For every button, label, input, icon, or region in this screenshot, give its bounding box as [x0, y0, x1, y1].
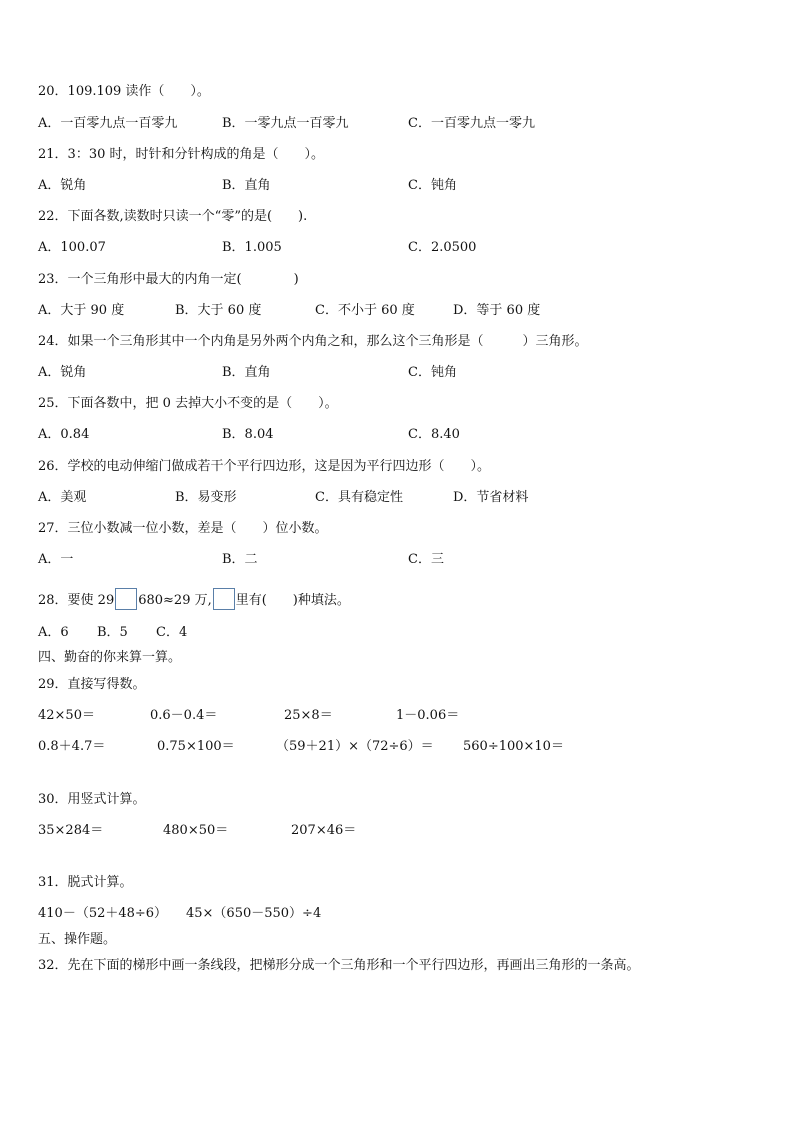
q29-item: 25×8＝: [284, 708, 333, 723]
q29-item: （59＋21）×（72÷6）＝: [276, 739, 434, 754]
question-24-stem: 24．如果一个三角形其中一个内角是另外两个内角之和，那么这个三角形是（ ）三角形。: [38, 334, 588, 349]
question-22-stem: 22．下面各数,读数时只读一个“零”的是( ).: [38, 209, 308, 224]
question-21-stem: 21．3：30 时，时针和分针构成的角是（ ）。: [38, 147, 324, 162]
q29-item: 0.8＋4.7＝: [38, 739, 106, 754]
q27-option-a: A．一: [38, 552, 74, 567]
q28-blank-box-1: [115, 588, 137, 610]
q31-item: 45×（650－550）÷4: [186, 906, 322, 921]
q24-option-c: C．钝角: [408, 365, 457, 380]
question-31-stem: 31．脱式计算。: [38, 875, 133, 890]
question-30-stem: 30．用竖式计算。: [38, 792, 146, 807]
q26-option-d: D．节省材料: [453, 490, 529, 505]
q27-option-c: C．三: [408, 552, 444, 567]
q27-option-b: B．二: [222, 552, 258, 567]
q29-item: 560÷100×10＝: [463, 739, 564, 754]
q31-item: 410－（52＋48÷6）: [38, 906, 168, 921]
q20-option-b: B．一零九点一百零九: [222, 116, 349, 131]
q21-option-c: C．钝角: [408, 178, 457, 193]
q23-option-b: B．大于 60 度: [175, 303, 262, 318]
q25-option-a: A．0.84: [38, 427, 90, 442]
question-26-stem: 26．学校的电动伸缩门做成若干个平行四边形，这是因为平行四边形（ ）。: [38, 459, 491, 474]
section-5-heading: 五、操作题。: [38, 932, 117, 947]
q30-item: 35×284＝: [38, 823, 104, 838]
q25-option-b: B．8.04: [222, 427, 274, 442]
q21-option-a: A．锐角: [38, 178, 87, 193]
q25-option-c: C．8.40: [408, 427, 460, 442]
q22-option-a: A．100.07: [38, 240, 106, 255]
q24-option-b: B．直角: [222, 365, 271, 380]
q24-option-a: A．锐角: [38, 365, 87, 380]
question-25-stem: 25．下面各数中，把 0 去掉大小不变的是（ ）。: [38, 396, 338, 411]
q22-option-c: C．2.0500: [408, 240, 477, 255]
q23-option-d: D．等于 60 度: [453, 303, 541, 318]
q29-item: 0.75×100＝: [157, 739, 235, 754]
question-27-stem: 27．三位小数减一位小数，差是（ ）位小数。: [38, 521, 328, 536]
q21-option-b: B．直角: [222, 178, 271, 193]
q30-item: 480×50＝: [163, 823, 229, 838]
q28-blank-box-2: [213, 588, 235, 610]
q28-option-c: C．4: [156, 625, 188, 640]
q28-option-a: A．6: [38, 625, 69, 640]
q26-option-a: A．美观: [38, 490, 87, 505]
q22-option-b: B．1.005: [222, 240, 282, 255]
q28-stem-part-c: 里有( )种填法。: [235, 593, 350, 608]
q23-option-a: A．大于 90 度: [38, 303, 125, 318]
question-20-stem: 20．109.109 读作（ ）。: [38, 84, 210, 99]
q29-item: 1－0.06＝: [396, 708, 460, 723]
section-4-heading: 四、勤奋的你来算一算。: [38, 650, 182, 665]
q28-option-b: B．5: [97, 625, 128, 640]
q26-option-b: B．易变形: [175, 490, 237, 505]
question-32-stem: 32．先在下面的梯形中画一条线段，把梯形分成一个三角形和一个平行四边形，再画出三角形的一条高。: [38, 958, 640, 973]
question-29-stem: 29．直接写得数。: [38, 677, 146, 692]
q29-item: 42×50＝: [38, 708, 95, 723]
q20-option-c: C．一百零九点一零九: [408, 116, 535, 131]
q26-option-c: C．具有稳定性: [315, 490, 403, 505]
question-23-stem: 23．一个三角形中最大的内角一定( ): [38, 272, 299, 287]
q20-option-a: A．一百零九点一百零九: [38, 116, 178, 131]
q28-stem-part-a: 28．要使 29: [38, 593, 115, 608]
question-28-stem: [38, 588, 350, 610]
q23-option-c: C．不小于 60 度: [315, 303, 415, 318]
q29-item: 0.6－0.4＝: [150, 708, 218, 723]
q28-stem-part-b: 680≈29 万,: [138, 593, 212, 608]
q30-item: 207×46＝: [291, 823, 357, 838]
